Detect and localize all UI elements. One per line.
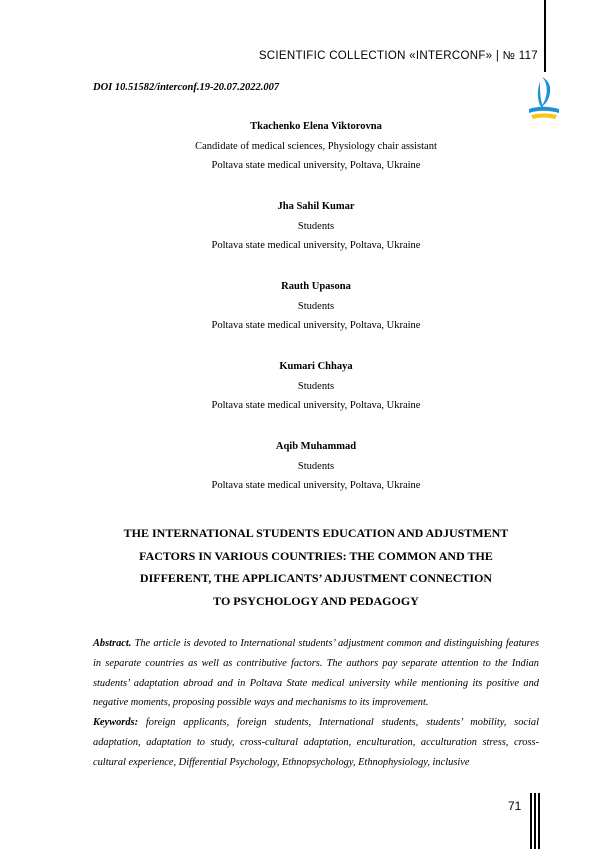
author-role: Students [297,300,335,312]
author-name: Jha Sahil Kumar [277,201,355,212]
keywords-text: foreign applicants, foreign students, International students, students’ mobility, social adaptation, adaptation to study, cross-cultural adaptation, enculturation, acculturation stress, cross-cultural experience, Differential Psychology, Ethnopsychology, Ethnophysiology, inclusive [93,717,539,768]
author-block [93,277,539,336]
article-title [93,522,539,612]
author-block [93,117,539,176]
header-vertical-rule [544,0,546,72]
title-line: FACTORS IN VARIOUS COUNTRIES: THE COMMON AND THE [139,548,493,563]
author-role: Candidate of medical sciences, Physiology chair assistant [195,140,437,152]
abstract-label: Abstract. [93,638,132,649]
title-line: THE INTERNATIONAL STUDENTS EDUCATION AND ADJUSTMENT [123,526,509,540]
author-role: Students [297,380,335,392]
author-affiliation: Poltava state medical university, Poltava, Ukraine [211,160,421,171]
title-line: DIFFERENT, THE APPLICANTS’ ADJUSTMENT CONNECTION [139,571,493,585]
author-affiliation: Poltava state medical university, Poltava, Ukraine [211,240,421,251]
author-name: Kumari Chhaya [279,361,353,372]
author-affiliation: Poltava state medical university, Poltava, Ukraine [211,320,421,331]
author-role: Students [297,220,335,232]
abstract-paragraph [93,634,539,713]
author-role: Students [297,460,335,472]
keywords-paragraph [93,713,539,772]
page-number: 71 [508,799,522,813]
footer-vertical-rule-3 [538,793,540,849]
abstract-text: The article is devoted to International students’ adjustment common and distinguishing features in separate countries as well as contributive factors. The authors pay separate attention to the Indian students’ adaptation abroad and in Poltava State medical university while mentioning its positive and negative moments, proposing possible ways and mechanisms to its improvement. [93,638,539,709]
title-line: TO PSYCHOLOGY AND PEDAGOGY [213,593,419,608]
author-name: Aqib Muhammad [275,441,357,452]
author-name: Tkachenko Elena Viktorovna [250,121,382,132]
keywords-label: Keywords: [93,717,139,729]
conference-logo-icon [527,74,561,122]
author-name: Rauth Upasona [281,281,351,292]
author-list [93,117,539,517]
author-block [93,197,539,256]
running-header: SCIENTIFIC COLLECTION «INTERCONF» | № 117 [258,50,538,62]
author-affiliation: Poltava state medical university, Poltava, Ukraine [211,400,421,411]
abstract-section [93,634,539,773]
footer-vertical-rule-1 [530,793,532,849]
author-block [93,357,539,416]
author-block [93,437,539,496]
footer-vertical-rule-2 [534,793,536,849]
author-affiliation: Poltava state medical university, Poltava, Ukraine [211,480,421,491]
doi: DOI 10.51582/interconf.19-20.07.2022.007 [93,82,280,93]
